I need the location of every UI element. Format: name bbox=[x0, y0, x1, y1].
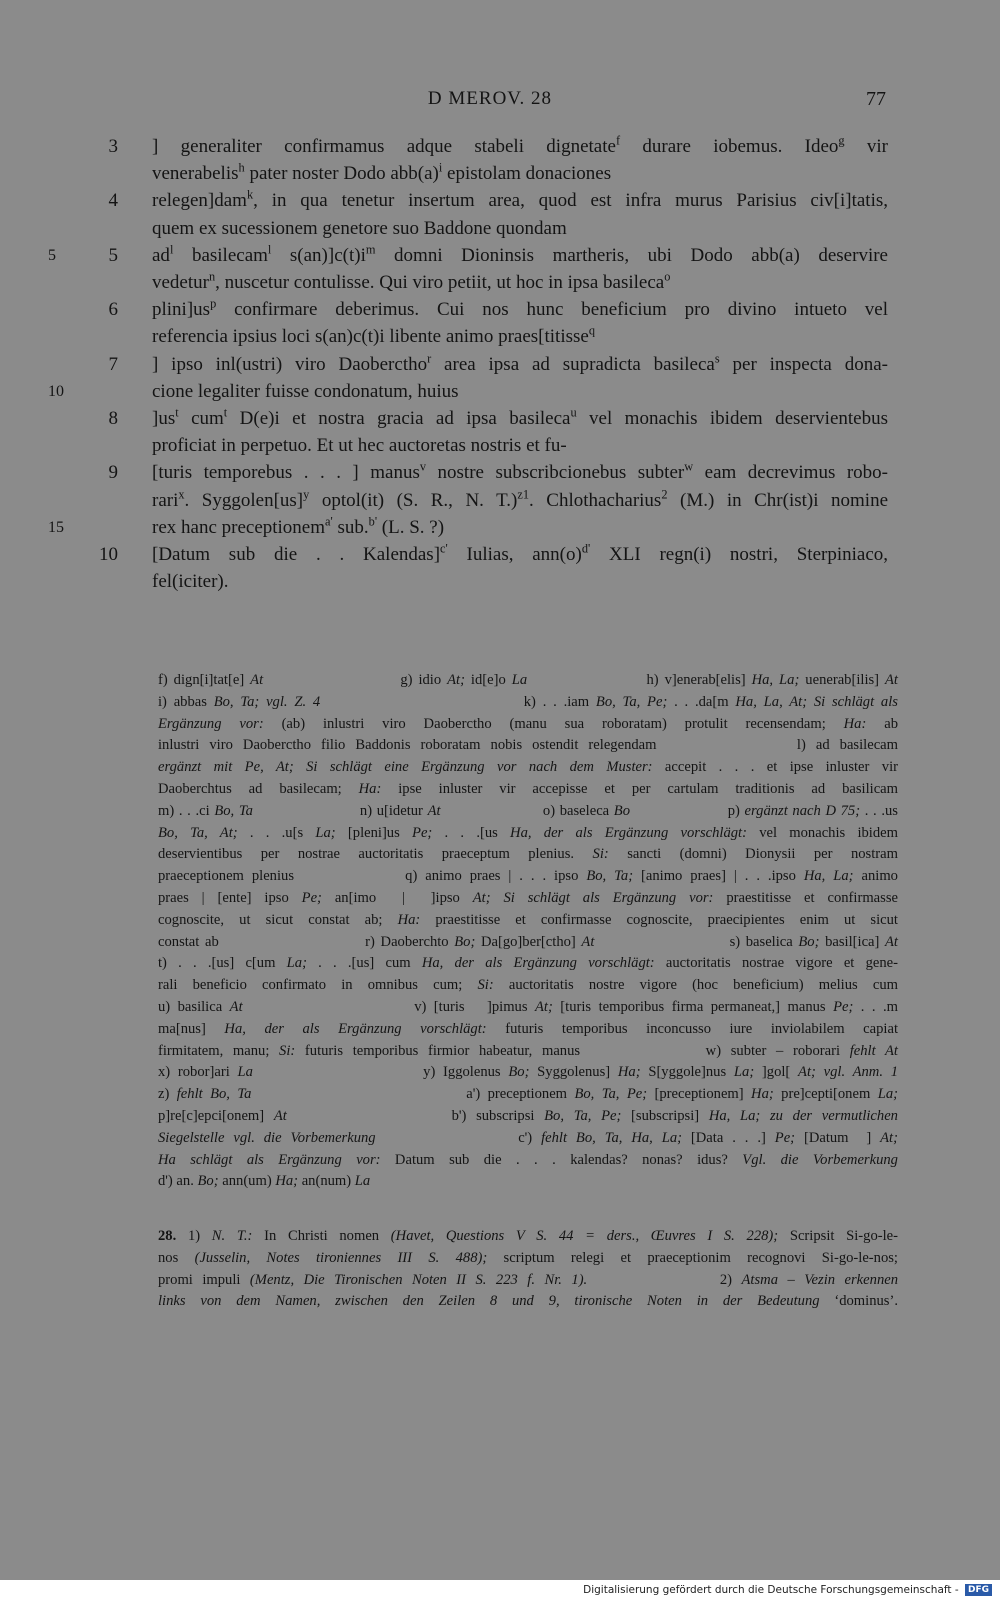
text-line bbox=[0, 242, 1000, 271]
section-number: 7 bbox=[108, 353, 118, 375]
text-line bbox=[0, 269, 1000, 298]
line-text: vedetur$^n$, nuscetur contulisse. Qui viro petiit, ut hoc in ipsa basileca$^o$ bbox=[152, 269, 671, 293]
line-text: referencia ipsius loci s(an)c(t)i libente animo praes[titisse$^q$ bbox=[152, 324, 596, 348]
line-text: cione legaliter fuisse condonatum, huius bbox=[152, 380, 459, 402]
footnote-line: Bo, Ta, At; . . .u[s La; [pleni]us Pe; . . .[us Ha, der als Ergänzung vorschlägt: vel monachis ibidem bbox=[158, 824, 898, 841]
footnote-line: t) . . .[us] c[um La; . . .[us] cum Ha, der als Ergänzung vorschlägt: auctoritatis nostrae vigore et gene- bbox=[158, 955, 898, 972]
section-number: 9 bbox=[108, 462, 118, 484]
footnote-line: i) abbas Bo, Ta; vgl. Z. 4 k) . . .iam Bo, Ta, Pe; . . .da[m Ha, La, At; Si schlägt als bbox=[158, 693, 898, 710]
text-line bbox=[0, 218, 1000, 244]
footnote-line: f) dign[i]tat[e] At g) idio At; id[e]o La h) v]enerab[elis] Ha, La; uenerab[ilis] At bbox=[158, 672, 898, 688]
footnote-line: x) robor]ari La y) Iggolenus Bo; Syggolenus] Ha; S[yggole]nus La; ]gol[ At; vgl. Anm. 1 bbox=[158, 1064, 898, 1081]
text-line bbox=[0, 190, 1000, 216]
line-text: relegen]dam$^k$, in qua tenetur insertum area, quod est infra murus Parisius civ[i]tatis, bbox=[152, 188, 888, 212]
text-line bbox=[0, 405, 1000, 434]
footnote-line: ergänzt mit Pe, At; Si schlägt eine Ergänzung vor nach dem Muster: accepit . . . et ipse inluster vir bbox=[158, 759, 898, 776]
line-text: ] ipso inl(ustri) viro Daoberctho$^r$ area ipsa ad supradicta basileca$^s$ per inspecta dona- bbox=[152, 351, 888, 375]
footnote-line: Siegelstelle vgl. die Vorbemerkung c') fehlt Bo, Ta, Ha, La; [Data . . .] Pe; [Datum ] At; bbox=[158, 1129, 898, 1146]
line-number-margin: 15 bbox=[48, 518, 64, 536]
footnote-line: praeceptionem plenius q) animo praes | . . . ipso Bo, Ta; [animo praes] | . . .ipso Ha, La; animo bbox=[158, 868, 898, 885]
dfg-logo-icon: DFG bbox=[965, 1584, 992, 1596]
footnote-line: praes | [ente] ipso Pe; an[imo | ]ipso At; Si schlägt als Ergänzung vor: praestitisse et confirmasse bbox=[158, 890, 898, 906]
text-line bbox=[0, 541, 1000, 570]
line-number-margin: 5 bbox=[48, 246, 56, 264]
text-line bbox=[0, 381, 1000, 407]
line-text: [turis temporebus . . . ] manus$^v$ nostre subscribcionebus subter$^w$ eam decrevimus robo- bbox=[152, 460, 888, 484]
line-text: ] generaliter confirmamus adque stabeli dignetate$^f$ durare iobemus. Ideo$^g$ vir bbox=[152, 133, 888, 157]
line-text: $ad^l$ basilecam$^l$ $s(an)]c(t)i^m$ domni Dioninsis martheris, ubi Dodo abb(a) deservire bbox=[152, 242, 888, 266]
credit-text: Digitalisierung gefördert durch die Deutsche Forschungsgemeinschaft - bbox=[583, 1584, 959, 1596]
footnote-line: Daoberchtus ad basilecam; Ha: ipse inluster vir accepisse et per cartulam traditionis ad basilicam bbox=[158, 781, 898, 797]
line-text: venerabelis$^h$ pater noster Dodo $abb(a)^i$ epistolam donaciones bbox=[152, 160, 612, 185]
line-number-margin: 10 bbox=[48, 382, 64, 400]
footnote-line: rali beneficio confirmato in omnibus cum; Si: auctoritatis nostre vigore (hoc beneficium) melius cum bbox=[158, 977, 898, 994]
line-text: rex hanc preceptionem$^{a'}$ sub.$^{b'}$ (L. S. ?) bbox=[152, 514, 445, 538]
note-line: promi impuli (Mentz, Die Tironischen Noten II S. 223 f. Nr. 1). 2) Atsma – Vezin erkennen bbox=[158, 1271, 899, 1288]
section-number: 6 bbox=[108, 299, 118, 321]
text-line bbox=[0, 487, 1000, 516]
section-number: 4 bbox=[108, 190, 118, 212]
running-header: D MEROV. 28 bbox=[427, 88, 553, 109]
text-line bbox=[0, 160, 1000, 189]
footnote-line: inlustri viro Daoberctho filio Baddonis roboratam nobis ostendit relegendam l) ad basilecam bbox=[158, 737, 898, 754]
footnote-line: z) fehlt Bo, Ta a') preceptionem Bo, Ta, Pe; [preceptionem] Ha; pre]cepti[onem La; bbox=[158, 1086, 898, 1103]
text-line bbox=[0, 296, 1000, 325]
text-line bbox=[0, 326, 1000, 352]
text-line bbox=[0, 462, 1000, 488]
page-number: 77 bbox=[866, 88, 886, 110]
section-number: 8 bbox=[108, 408, 118, 429]
section-number: 5 bbox=[108, 244, 118, 266]
line-text: ]$us^t$ cum$^t$ D(e)i et nostra gracia ad ipsa basileca$^u$ vel monachis ibidem deservientebus bbox=[152, 405, 888, 429]
section-number: 3 bbox=[108, 136, 118, 157]
footnote-line: Ha schlägt als Ergänzung vor: Datum sub die . . . kalendas? nonas? idus? Vgl. die Vorbemerkung bbox=[158, 1151, 898, 1168]
footnote-line: m) . . .ci Bo, Ta n) u[idetur At o) baseleca Bo p) ergänzt nach D 75; . . .us bbox=[158, 802, 898, 819]
footnote-line: p]re[c]epci[onem] At b') subscripsi Bo, Ta, Pe; [subscripsi] Ha, La; zu der vermutlichen bbox=[158, 1108, 898, 1124]
text-line bbox=[0, 571, 1000, 597]
text-line bbox=[0, 351, 1000, 380]
line-text: fel(iciter). bbox=[152, 571, 229, 593]
footnote-line: cognoscite, ut sicut constat ab; Ha: praestitisse et confirmasse cognoscite, praecipientes enim ut sicut bbox=[158, 911, 898, 928]
text-line bbox=[0, 435, 1000, 461]
line-text: proficiat in perpetuo. Et ut hec auctoretas nostris et fu- bbox=[152, 435, 567, 457]
footnote-line: constat ab r) Daoberchto Bo; Da[go]ber[ctho] At s) baselica Bo; basil[ica] At bbox=[158, 933, 898, 950]
line-text: quem ex sucessionem genetore suo Baddone quondam bbox=[152, 217, 567, 239]
note-line: 28. 1) N. T.: In Christi nomen (Havet, Questions V S. 44 = ders., Œuvres I S. 228); Scripsit Si-go-le- bbox=[158, 1228, 898, 1244]
footnote-line: deservientibus per nostrae auctoritatis praeceptum plenius. Si: sancti (domni) Dionysii per nostram bbox=[158, 846, 898, 863]
footnote-line: ma[nus] Ha, der als Ergänzung vorschlägt: futuris temporibus inconcusso iure inviolabilem capiat bbox=[158, 1020, 898, 1037]
line-text: [Datum sub die . . Kalendas]$^{c'}$ Iulias, $ann(o)^{d'}$ XLI regn(i) nostri, Sterpiniaco, bbox=[152, 541, 888, 565]
footnote-line: u) basilica At v) [turis ]pimus At; [turis temporibus firma permaneat,] manus Pe; . . .m bbox=[158, 999, 899, 1015]
note-line: links von dem Namen, zwischen den Zeilen 8 und 9, tironische Noten in der Bedeutung ‘dominus’. bbox=[158, 1293, 898, 1310]
note-line: nos (Jusselin, Notes tironiennes III S. 488); scriptum relegi et praeceptionim recognovi Si-go-le-nos; bbox=[158, 1249, 898, 1266]
line-text: $plini]us^p$ confirmare deberimus. Cui nos hunc beneficium pro divino intueto vel bbox=[152, 296, 888, 321]
section-number: 10 bbox=[99, 544, 118, 565]
line-text: rari$^x$. Syggolen[us]$^y$ optol(it) (S. R., N. T.)$^{z1}$. Chlothacharius$^2$ (M.) in Chr(ist)i nomine bbox=[152, 487, 889, 511]
text-line bbox=[0, 133, 1000, 162]
text-line bbox=[0, 514, 1000, 543]
footnote-line: Ergänzung vor: (ab) inlustri viro Daoberctho (manu sua roboratam) protulit recensendam; Ha: ab bbox=[158, 715, 898, 732]
footnote-line: firmitatem, manu; Si: futuris temporibus firmior habeatur, manus w) subter – roborari fehlt At bbox=[158, 1042, 898, 1059]
footnote-line: d') an. Bo; ann(um) Ha; an(num) La bbox=[158, 1173, 371, 1190]
credit-line bbox=[583, 1584, 992, 1600]
